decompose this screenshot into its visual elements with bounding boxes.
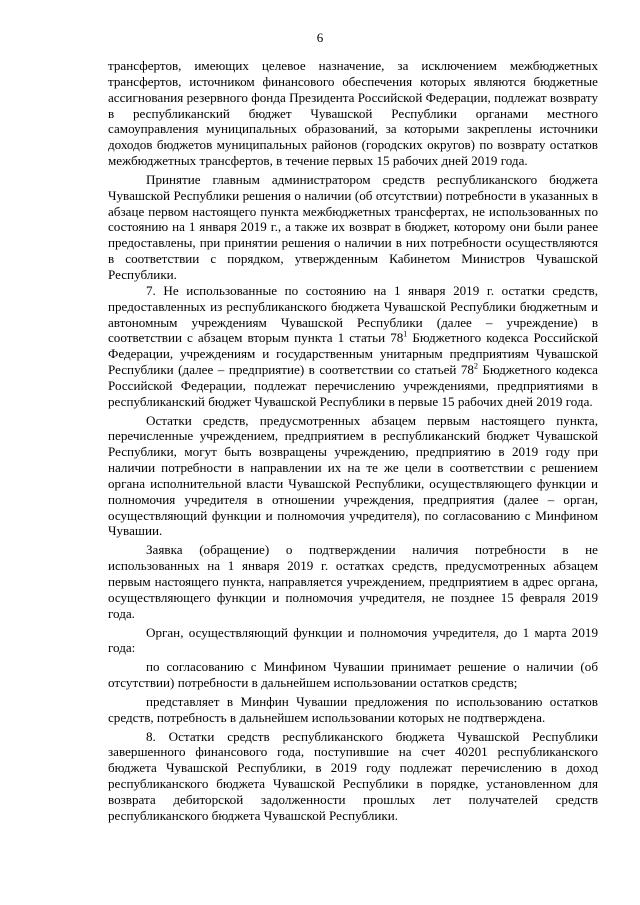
item-7-text-part-2: Бюджетного кодекса Российской Федерации, учреждениям и государственным унитарным предприятиям Чувашской Республики (далее – предприятие) в соответствии со статьей 78 bbox=[108, 330, 599, 378]
paragraph-transfers-continuation: трансфертов, имеющих целевое назначение, за исключением межбюджетных трансфертов, источником финансового обеспечения которых являются бюджетные ассигнования резервного фонда Президента Российской Федерации, подлежат возврату в республиканский бюджет Чувашской Республики органами местного самоуправления муниципальных образований, за которыми закреплены источники доходов бюджетов муниципальных районов (городских округов) по возврату остатков межбюджетных трансфертов, в течение первых 15 рабочих дней 2019 года. bbox=[108, 58, 598, 169]
paragraph-application: Заявка (обращение) о подтверждении наличия потребности в не использованных на 1 января 2019 г. остатках средств, предусмотренных абзацем первым настоящего пункта, направляется учреждением, предприятием в адрес органа, осуществляющего функции и полномочия учредителя, не позднее 15 февраля 2019 года. bbox=[108, 542, 598, 621]
paragraph-founder-body: Орган, осуществляющий функции и полномочия учредителя, до 1 марта 2019 года: bbox=[108, 624, 598, 656]
item-7-text-part-1: 7. Не использованные по состоянию на 1 января 2019 г. остатки средств, предоставленных из республиканского бюджета Чувашской Республики бюджетным и автономным учреждениям Чувашской Республики (далее – учреждение) в соответствии с абзацем вторым пункта 1 статьи 78 bbox=[108, 282, 598, 346]
page-number: 6 bbox=[316, 30, 324, 45]
paragraph-agreement-decision: по согласованию с Минфином Чувашии принимает решение о наличии (об отсутствии) потребности в дальнейшем использовании остатков средств; bbox=[108, 659, 598, 691]
item-7-text-part-3: Бюджетного кодекса Российской Федерации, подлежат перечислению учреждениями, предприятиями в республиканский бюджет Чувашской Республики в первые 15 рабочих дней 2019 года. bbox=[108, 362, 598, 409]
paragraph-remaining-funds: Остатки средств, предусмотренных абзацем первым настоящего пункта, перечисленные учреждением, предприятием в республиканский бюджет Чувашской Республики, могут быть возвращены учреждению, предприятию в 2019 году при наличии потребности в направлении их на те же цели в соответствии с решением органа исполнительной власти Чувашской Республики, осуществляющего функции и полномочия учредителя в отношении учреждения, предприятия (далее – орган, осуществляющий функции и полномочия учредителя), по согласованию с Минфином Чувашии. bbox=[108, 412, 598, 539]
paragraph-item-7 bbox=[108, 283, 598, 410]
document-body bbox=[108, 58, 598, 824]
paragraph-decision-on-need: Принятие главным администратором средств республиканского бюджета Чувашской Республики решения о наличии (об отсутствии) потребности в указанных в абзаце первом настоящего пункта межбюджетных трансфертах, не использованных по состоянию на 1 января 2019 г., а также их возврат в бюджет, которому они были ранее предоставлены, при принятии решения о наличии в них потребности осуществляются в соответствии с порядком, утвержденным Кабинетом Министров Чувашской Республики. bbox=[108, 171, 598, 282]
article-78-1-superscript: 1 bbox=[403, 329, 408, 339]
paragraph-proposals: представляет в Минфин Чувашии предложения по использованию остатков средств, потребность в дальнейшем использовании которых не подтверждена. bbox=[108, 693, 598, 725]
paragraph-item-8: 8. Остатки средств республиканского бюджета Чувашской Республики завершенного финансового года, поступившие на счет 40201 республиканского бюджета Чувашской Республики, в 2019 году подлежат перечислению в доход республиканского бюджета Чувашской Республики в порядке, установленном для возврата дебиторской задолженности прошлых лет получателей средств республиканского бюджета Чувашской Республики. bbox=[108, 728, 598, 823]
article-78-2-superscript: 2 bbox=[473, 361, 478, 371]
